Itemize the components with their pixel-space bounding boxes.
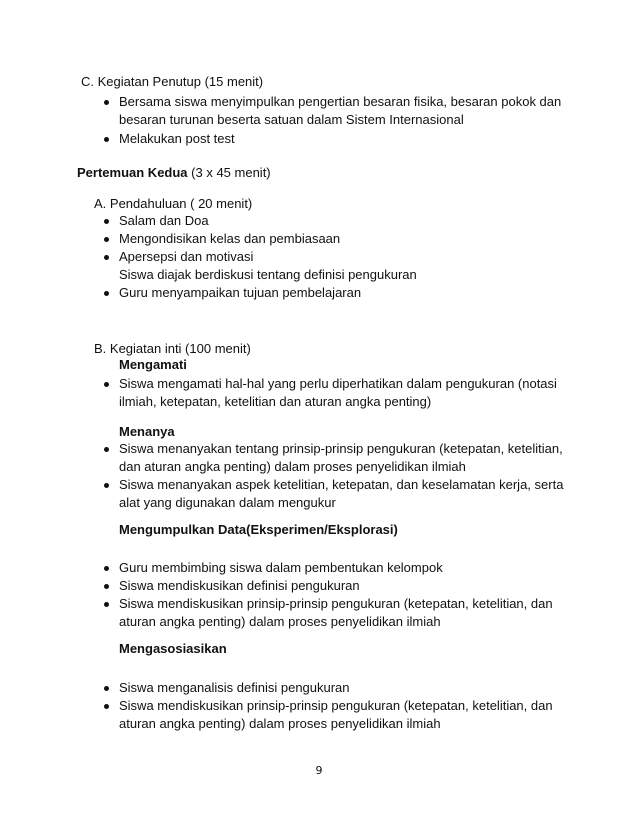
menanya-item-2-line-2: alat yang digunakan dalam mengukur — [119, 495, 336, 510]
menanya-title: Menanya — [119, 424, 175, 439]
section-c-item-1-line-2: besaran turunan beserta satuan dalam Sistem Internasional — [119, 112, 464, 127]
mengasosiasikan-item-2-line-1: Siswa mendiskusikan prinsip-prinsip pengukuran (ketepatan, ketelitian, dan — [119, 698, 553, 713]
menanya-item-2-line-1: Siswa menanyakan aspek ketelitian, ketepatan, dan keselamatan kerja, serta — [119, 477, 564, 492]
section-c-item-2: Melakukan post test — [119, 131, 235, 146]
mengumpulkan-item-1: Guru membimbing siswa dalam pembentukan kelompok — [119, 560, 443, 575]
bullet-icon — [104, 237, 109, 242]
mengumpulkan-title: Mengumpulkan Data(Eksperimen/Eksplorasi) — [119, 522, 398, 537]
mengumpulkan-item-3-line-1: Siswa mendiskusikan prinsip-prinsip pengukuran (ketepatan, ketelitian, dan — [119, 596, 553, 611]
bullet-icon — [104, 291, 109, 296]
bullet-icon — [104, 483, 109, 488]
meeting-two-title-bold: Pertemuan Kedua — [77, 165, 188, 180]
mengamati-item-1-line-2: ilmiah, ketepatan, ketelitian dan aturan angka penting) — [119, 394, 432, 409]
mengamati-item-1-line-1: Siswa mengamati hal-hal yang perlu diperhatikan dalam pengukuran (notasi — [119, 376, 557, 391]
section-a-item-1: Salam dan Doa — [119, 213, 209, 228]
meeting-two-title-duration: (3 x 45 menit) — [187, 165, 271, 180]
meeting-two-title — [77, 165, 271, 181]
bullet-icon — [104, 584, 109, 589]
bullet-icon — [104, 686, 109, 691]
section-c-heading: C. Kegiatan Penutup (15 menit) — [81, 74, 264, 89]
section-b-heading: B. Kegiatan inti (100 menit) — [94, 341, 251, 356]
menanya-item-1-line-2: dan aturan angka penting) dalam proses penyelidikan ilmiah — [119, 459, 466, 474]
bullet-icon — [104, 255, 109, 260]
bullet-icon — [104, 602, 109, 607]
mengasosiasikan-title: Mengasosiasikan — [119, 641, 227, 656]
mengumpulkan-item-2: Siswa mendiskusikan definisi pengukuran — [119, 578, 360, 593]
section-a-item-3-line-2: Siswa diajak berdiskusi tentang definisi pengukuran — [119, 267, 417, 282]
section-a-item-2: Mengondisikan kelas dan pembiasaan — [119, 231, 341, 246]
mengumpulkan-item-3-line-2: aturan angka penting) dalam proses penyelidikan ilmiah — [119, 614, 441, 629]
section-a-heading: A. Pendahuluan ( 20 menit) — [94, 196, 253, 211]
bullet-icon — [104, 137, 109, 142]
bullet-icon — [104, 219, 109, 224]
bullet-icon — [104, 704, 109, 709]
section-a-item-3-line-1: Apersepsi dan motivasi — [119, 249, 254, 264]
page-number: 9 — [315, 764, 323, 777]
bullet-icon — [104, 447, 109, 452]
bullet-icon — [104, 566, 109, 571]
section-c-item-1-line-1: Bersama siswa menyimpulkan pengertian besaran fisika, besaran pokok dan — [119, 94, 562, 109]
mengasosiasikan-item-1: Siswa menganalisis definisi pengukuran — [119, 680, 350, 695]
mengasosiasikan-item-2-line-2: aturan angka penting) dalam proses penyelidikan ilmiah — [119, 716, 441, 731]
mengamati-title: Mengamati — [119, 357, 187, 372]
menanya-item-1-line-1: Siswa menanyakan tentang prinsip-prinsip pengukuran (ketepatan, ketelitian, — [119, 441, 563, 456]
section-a-item-4: Guru menyampaikan tujuan pembelajaran — [119, 285, 362, 300]
bullet-icon — [104, 382, 109, 387]
bullet-icon — [104, 100, 109, 105]
